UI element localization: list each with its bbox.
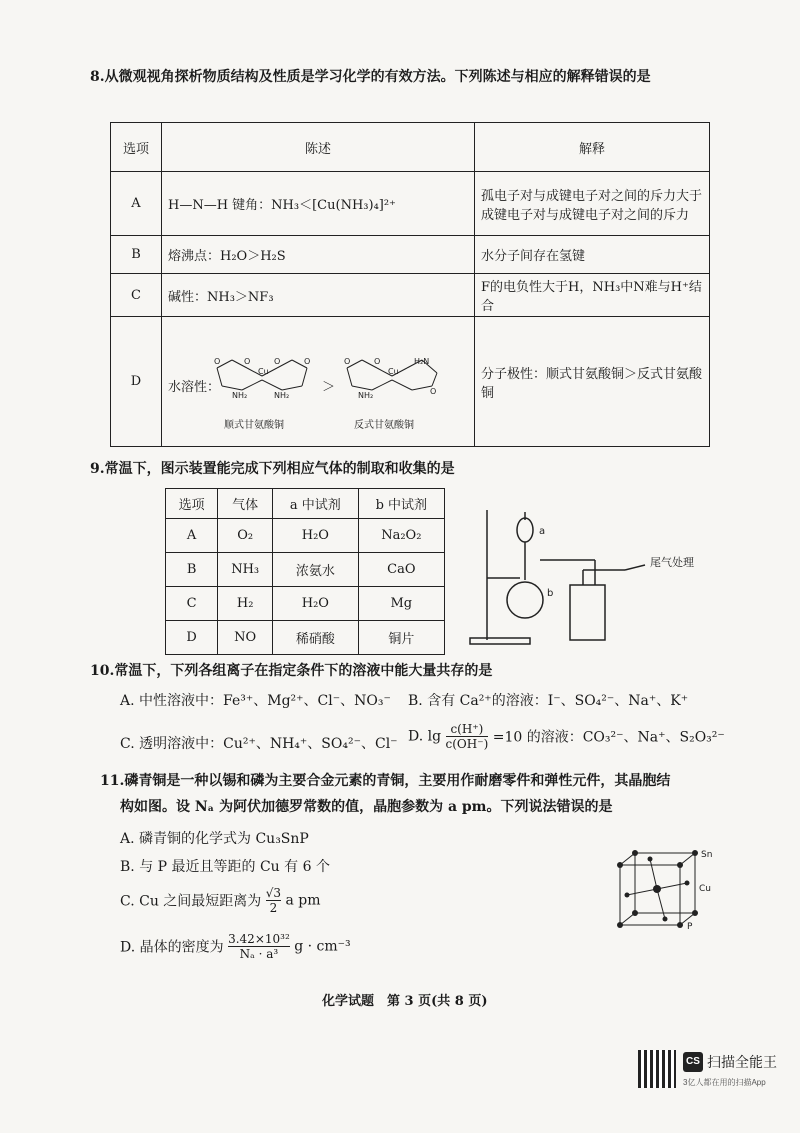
svg-text:O: O: [344, 356, 351, 366]
q8-row-a-explanation: 孤电子对与成键电子对之间的斥力大于成键电子对与成键电子对之间的斥力: [475, 172, 710, 236]
q8-row-c-option: C: [111, 274, 162, 317]
cis-label: 顺式甘氨酸铜: [224, 419, 284, 431]
apparatus-label-b: b: [547, 588, 554, 599]
crystal-cell-diagram: [605, 845, 725, 935]
q8-header-statement: 陈述: [162, 123, 475, 172]
q8-stem: 8.从微观视角探析物质结构及性质是学习化学的有效方法。下列陈述与相应的解释错误的是: [90, 69, 651, 85]
q9-header-gas: 气体: [218, 489, 273, 519]
q11-d-suffix: g · cm⁻³: [294, 938, 351, 955]
q10-d-prefix: D. lg: [408, 728, 442, 745]
q11-d-prefix: D. 晶体的密度为: [120, 939, 224, 956]
q11-stem-line2: 构如图。设 Nₐ 为阿伏加德罗常数的值，晶胞参数为 a pm。下列说法错误的是: [120, 799, 613, 815]
q8-table: [110, 122, 710, 447]
q9-cell: 稀硝酸: [273, 621, 359, 655]
q9-cell: A: [166, 519, 218, 553]
q8-gt-sign: ＞: [322, 379, 336, 395]
q9-cell: H₂O: [273, 587, 359, 621]
qr-code-icon: [638, 1050, 676, 1088]
q9-header-a: a 中试剂: [273, 489, 359, 519]
q8-header-option: 选项: [111, 123, 162, 172]
q8-row-c-statement: 碱性：NH₃＞NF₃: [162, 274, 475, 317]
svg-text:O: O: [304, 356, 311, 366]
q11-c-denominator: 2: [269, 901, 278, 915]
q9-cell: CaO: [358, 553, 444, 587]
q10-stem: 10.常温下，下列各组离子在指定条件下的溶液中能大量共存的是: [90, 663, 493, 679]
q11-c-suffix: a pm: [285, 892, 321, 909]
svg-text:NH₂: NH₂: [274, 390, 290, 400]
q8-row-a-statement: H—N—H 键角：NH₃＜[Cu(NH₃)₄]²⁺: [162, 172, 475, 236]
q11-d-numerator: 3.42×10³²: [228, 932, 290, 946]
q8-row-d-option: D: [111, 317, 162, 447]
q11-d-fraction: [228, 932, 290, 961]
svg-text:Cu: Cu: [388, 366, 399, 376]
cell-label-p: P: [687, 922, 693, 932]
q8-row-b-statement: 熔沸点：H₂O＞H₂S: [162, 236, 475, 274]
q11-c-fraction: [266, 886, 281, 915]
q11-stem-line1: 11.磷青铜是一种以锡和磷为主要合金元素的青铜，主要用作耐磨零件和弹性元件，其晶胞结: [100, 773, 671, 789]
apparatus-tail-gas-label: 尾气处理: [650, 556, 694, 569]
scanner-title: 扫描全能王: [707, 1054, 777, 1070]
q9-table: [165, 488, 445, 655]
q9-cell: B: [166, 553, 218, 587]
q9-stem: 9.常温下，图示装置能完成下列相应气体的制取和收集的是: [90, 461, 455, 477]
q9-header-b: b 中试剂: [358, 489, 444, 519]
svg-text:O: O: [430, 386, 437, 396]
svg-text:H₂N: H₂N: [414, 356, 430, 366]
q9-cell: H₂: [218, 587, 273, 621]
q11-option-c: [120, 886, 321, 915]
q8-row-b-option: B: [111, 236, 162, 274]
q8-row-d-statement-label: 水溶性：: [168, 379, 221, 395]
q10-d-numerator: c(H⁺): [446, 722, 489, 737]
q10-option-c: C. 透明溶液中：Cu²⁺、NH₄⁺、SO₄²⁻、Cl⁻: [120, 736, 398, 752]
q9-cell: D: [166, 621, 218, 655]
svg-text:NH₂: NH₂: [232, 390, 248, 400]
q10-d-fraction: [446, 722, 489, 751]
q9-header-option: 选项: [166, 489, 218, 519]
page-footer: 化学试题 第 3 页(共 8 页): [322, 994, 488, 1009]
q11-option-b: B. 与 P 最近且等距的 Cu 有 6 个: [120, 859, 330, 875]
q9-cell: H₂O: [273, 519, 359, 553]
q9-cell: Mg: [358, 587, 444, 621]
q10-d-denominator: c(OH⁻): [445, 737, 489, 751]
q8-row-a-option: A: [111, 172, 162, 236]
q8-row-d-statement: [162, 317, 475, 447]
q10-d-suffix: =10 的溶液：CO₃²⁻、Na⁺、S₂O₃²⁻: [492, 729, 725, 746]
gas-apparatus-diagram: [455, 500, 705, 650]
q11-c-numerator: √3: [265, 886, 282, 900]
q9-cell: C: [166, 587, 218, 621]
trans-label: 反式甘氨酸铜: [354, 419, 414, 431]
q11-option-a: A. 磷青铜的化学式为 Cu₃SnP: [120, 831, 309, 847]
q10-option-a: A. 中性溶液中：Fe³⁺、Mg²⁺、Cl⁻、NO₃⁻: [120, 693, 391, 709]
cell-label-sn: Sn: [701, 850, 713, 860]
cs-logo-icon: CS: [683, 1052, 703, 1072]
svg-text:Cu: Cu: [258, 366, 269, 376]
svg-text:O: O: [244, 356, 251, 366]
q11-option-d: [120, 932, 351, 961]
glycine-copper-structures: [162, 318, 462, 446]
q10-option-d: [408, 722, 725, 751]
q10-option-b: B. 含有 Ca²⁺的溶液：I⁻、SO₄²⁻、Na⁺、K⁺: [408, 693, 689, 709]
svg-text:NH₂: NH₂: [358, 390, 374, 400]
svg-text:O: O: [214, 356, 221, 366]
q9-cell: 铜片: [358, 621, 444, 655]
q9-cell: Na₂O₂: [358, 519, 444, 553]
q8-header-explanation: 解释: [475, 123, 710, 172]
q9-cell: NO: [218, 621, 273, 655]
q9-cell: O₂: [218, 519, 273, 553]
apparatus-label-a: a: [539, 526, 546, 537]
q11-d-denominator: Nₐ · a³: [239, 947, 279, 961]
cell-label-cu: Cu: [699, 884, 711, 894]
q11-c-prefix: C. Cu 之间最短距离为: [120, 893, 262, 910]
svg-text:O: O: [274, 356, 281, 366]
q9-cell: NH₃: [218, 553, 273, 587]
svg-text:O: O: [374, 356, 381, 366]
q8-row-b-explanation: 水分子间存在氢键: [475, 236, 710, 274]
scanner-subtitle: 3亿人都在用的扫描App: [683, 1078, 766, 1087]
q9-cell: 浓氨水: [273, 553, 359, 587]
q8-row-d-explanation: 分子极性：顺式甘氨酸铜＞反式甘氨酸铜: [475, 317, 710, 447]
q8-row-c-explanation: F的电负性大于H，NH₃中N难与H⁺结合: [475, 274, 710, 317]
